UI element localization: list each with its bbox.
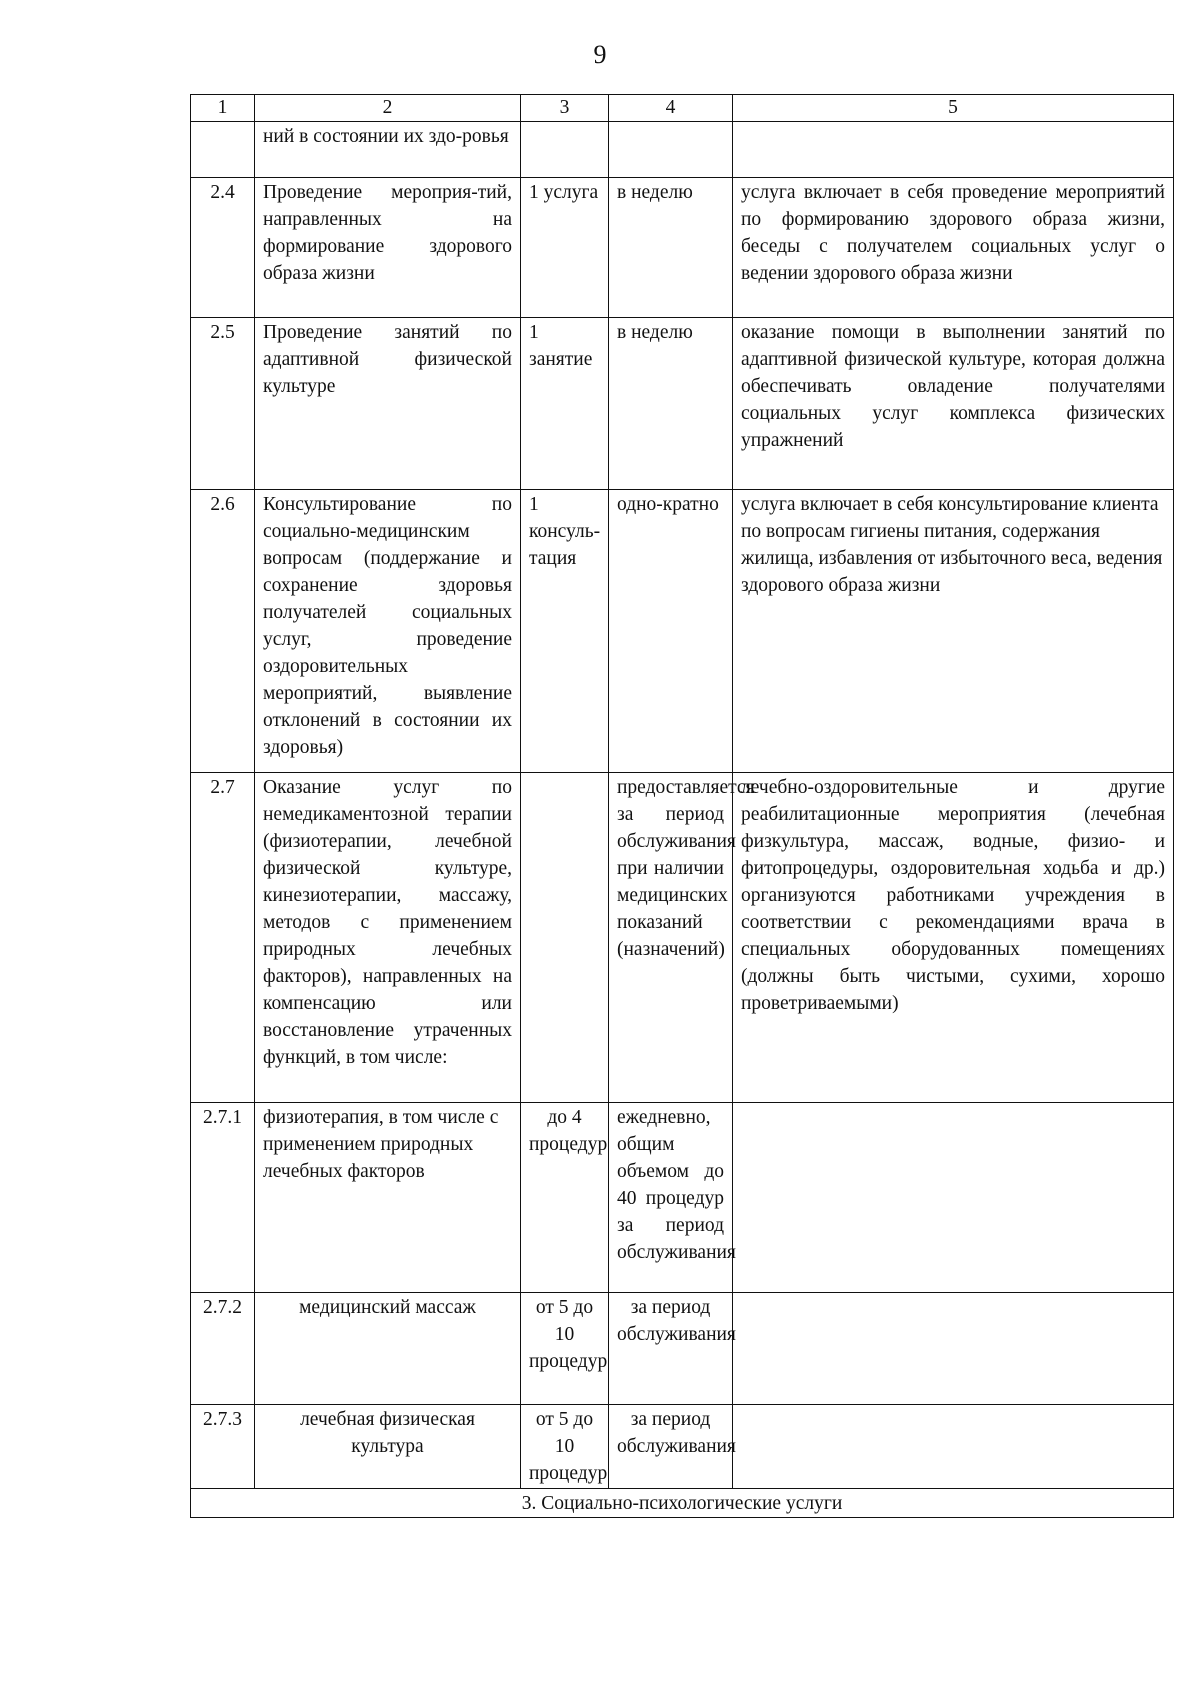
- service-description: [733, 1103, 1174, 1293]
- service-volume: 1 занятие: [521, 318, 609, 490]
- service-period: в неделю: [609, 178, 733, 318]
- table-row: [191, 122, 1174, 178]
- service-description: услуга включает в себя консультирование клиента по вопросам гигиены питания, содержания жилища, избавления от избыточного веса, ведения здорового образа жизни: [733, 490, 1174, 773]
- service-volume: [521, 773, 609, 1103]
- table-row: [191, 1405, 1174, 1489]
- page-number: 9: [593, 40, 607, 69]
- header-cell: 3: [521, 95, 609, 122]
- row-number: [191, 122, 255, 178]
- table-header-row: [191, 95, 1174, 122]
- service-volume: до 4 процедур: [521, 1103, 609, 1293]
- service-period: ежедневно, общим объемом до 40 процедур за период обслуживания: [609, 1103, 733, 1293]
- service-period: [609, 122, 733, 178]
- row-number: 2.5: [191, 318, 255, 490]
- table-row: [191, 178, 1174, 318]
- section-row: [191, 1489, 1174, 1518]
- service-volume: 1 услуга: [521, 178, 609, 318]
- service-name: Оказание услуг по немедикаментозной терапии (физиотерапии, лечебной физической культуре, кинезиотерапии, массажу, методов с применением природных лечебных факторов), направленных на компенсацию или восстановление утраченных функций, в том числе:: [255, 773, 521, 1103]
- row-number: 2.6: [191, 490, 255, 773]
- service-period: предоставляется за период обслуживания при наличии медицинских показаний (назначений): [609, 773, 733, 1103]
- service-volume: [521, 122, 609, 178]
- service-name: медицинский массаж: [255, 1293, 521, 1405]
- header-cell: 1: [191, 95, 255, 122]
- table-row: [191, 1103, 1174, 1293]
- service-name: Проведение занятий по адаптивной физической культуре: [255, 318, 521, 490]
- header-cell: 4: [609, 95, 733, 122]
- service-description: оказание помощи в выполнении занятий по адаптивной физической культуре, которая должна обеспечивать овладение получателями социальных услуг комплекса физических упражнений: [733, 318, 1174, 490]
- service-description: [733, 122, 1174, 178]
- table-row: [191, 490, 1174, 773]
- service-name: ний в состоянии их здо-ровья: [255, 122, 521, 178]
- service-description: [733, 1293, 1174, 1405]
- table-row: [191, 318, 1174, 490]
- row-number: 2.4: [191, 178, 255, 318]
- row-number: 2.7.1: [191, 1103, 255, 1293]
- section-title: 3. Социально-психологические услуги: [191, 1489, 1174, 1518]
- service-period: за период обслуживания: [609, 1293, 733, 1405]
- service-volume: от 5 до 10 процедур: [521, 1405, 609, 1489]
- row-number: 2.7: [191, 773, 255, 1103]
- service-name: физиотерапия, в том числе с применением природных лечебных факторов: [255, 1103, 521, 1293]
- service-description: лечебно-оздоровительные и другие реабилитационные мероприятия (лечебная физкультура, массаж, водные, физио- и фитопроцедуры, оздоровительная ходьба и др.) организуются работниками учреждения в соответствии с рекомендациями врача в специальных оборудованных помещениях (должны быть чистыми, сухими, хорошо проветриваемыми): [733, 773, 1174, 1103]
- service-period: одно-кратно: [609, 490, 733, 773]
- service-period: за период обслуживания: [609, 1405, 733, 1489]
- header-cell: 5: [733, 95, 1174, 122]
- table-row: [191, 1293, 1174, 1405]
- services-table: [190, 94, 1174, 1518]
- service-name: лечебная физическая культура: [255, 1405, 521, 1489]
- header-cell: 2: [255, 95, 521, 122]
- service-name: Консультирование по социально-медицинским вопросам (поддержание и сохранение здоровья получателей социальных услуг, проведение оздоровительных мероприятий, выявление отклонений в состоянии их здоровья): [255, 490, 521, 773]
- table-row: [191, 773, 1174, 1103]
- service-name: Проведение мероприя-тий, направленных на формирование здорового образа жизни: [255, 178, 521, 318]
- service-description: [733, 1405, 1174, 1489]
- service-volume: 1 консуль-тация: [521, 490, 609, 773]
- service-volume: от 5 до 10 процедур: [521, 1293, 609, 1405]
- service-period: в неделю: [609, 318, 733, 490]
- row-number: 2.7.3: [191, 1405, 255, 1489]
- service-description: услуга включает в себя проведение мероприятий по формированию здорового образа жизни, беседы с получателем социальных услуг о ведении здорового образа жизни: [733, 178, 1174, 318]
- row-number: 2.7.2: [191, 1293, 255, 1405]
